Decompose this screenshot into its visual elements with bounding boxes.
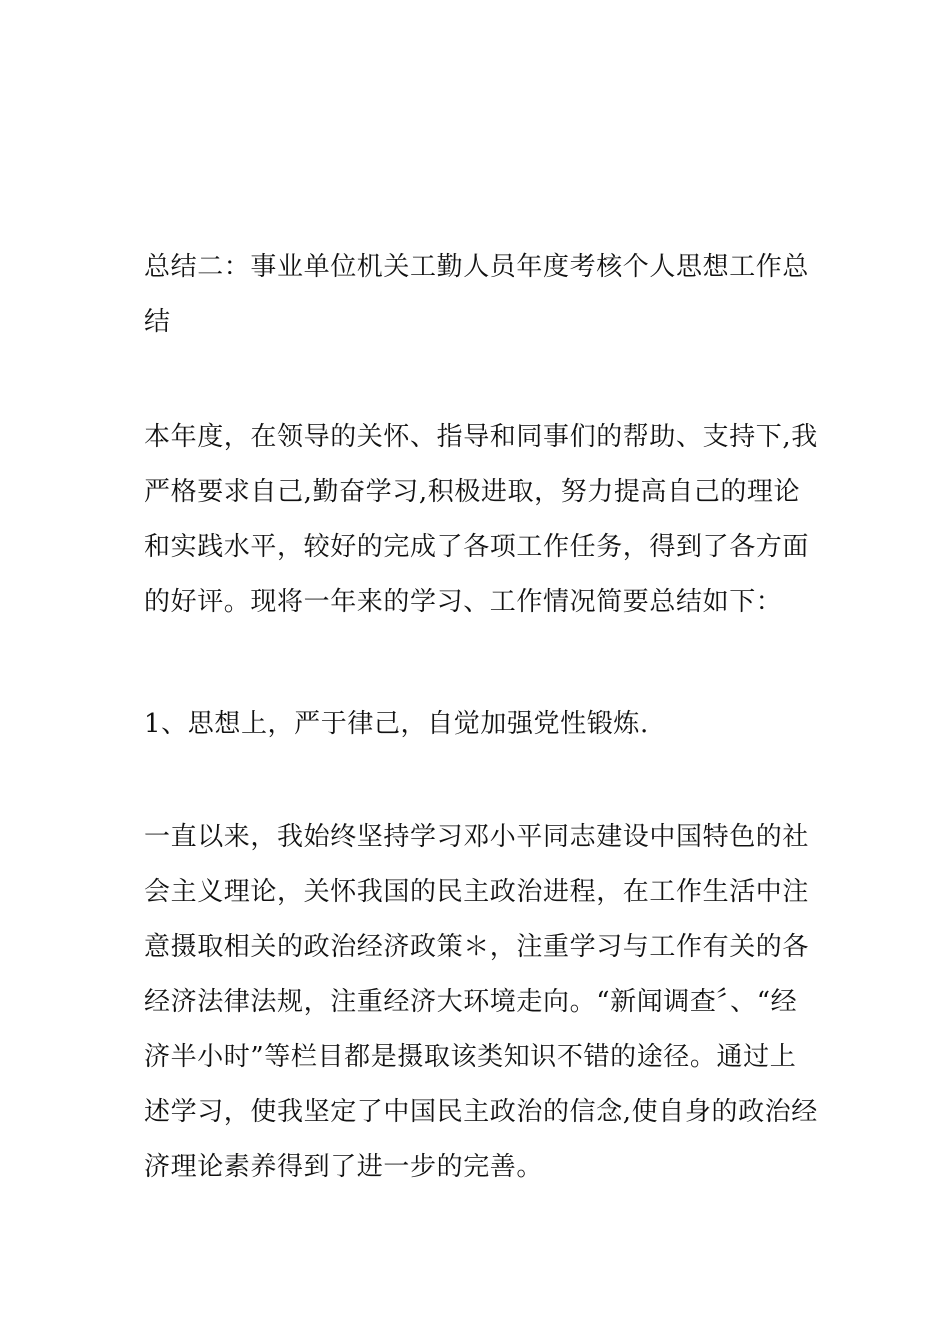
paragraph-line: 意摄取相关的政治经济政策＊，注重学习与工作有关的各: [144, 932, 810, 962]
paragraph-line: 严格要求自己,勤奋学习,积极进取，努力提高自己的理论: [144, 477, 801, 507]
body-paragraph: [144, 810, 818, 1195]
paragraph-line: 本年度，在领导的关怀、指导和同事们的帮助、支持下,我: [144, 422, 818, 452]
paragraph-line: 经济法律法规，注重经济大环境走向。“新闻调查〞、“经: [144, 987, 798, 1017]
heading-line: 1、思想上，严于律己，自觉加强党性锻炼.: [144, 709, 649, 739]
paragraph-line: 的好评。现将一年来的学习、工作情况简要总结如下：: [144, 587, 783, 617]
title-line: 结: [144, 307, 171, 337]
paragraph-line: 会主义理论，关怀我国的民主政治进程，在工作生活中注: [144, 877, 810, 907]
title-line: 总结二：事业单位机关工勤人员年度考核个人思想工作总: [144, 252, 810, 282]
paragraph-line: 济半小时”等栏目都是摄取该类知识不错的途径。通过上: [144, 1042, 797, 1072]
document-title: [144, 240, 812, 350]
intro-paragraph: [144, 410, 818, 630]
paragraph-line: 述学习，使我坚定了中国民主政治的信念,使自身的政治经: [144, 1097, 818, 1127]
paragraph-line: 和实践水平，较好的完成了各项工作任务，得到了各方面: [144, 532, 810, 562]
section-heading: [144, 697, 812, 752]
paragraph-line: 济理论素养得到了进一步的完善。: [144, 1152, 544, 1182]
paragraph-line: 一直以来，我始终坚持学习邓小平同志建设中国特色的社: [144, 822, 810, 852]
